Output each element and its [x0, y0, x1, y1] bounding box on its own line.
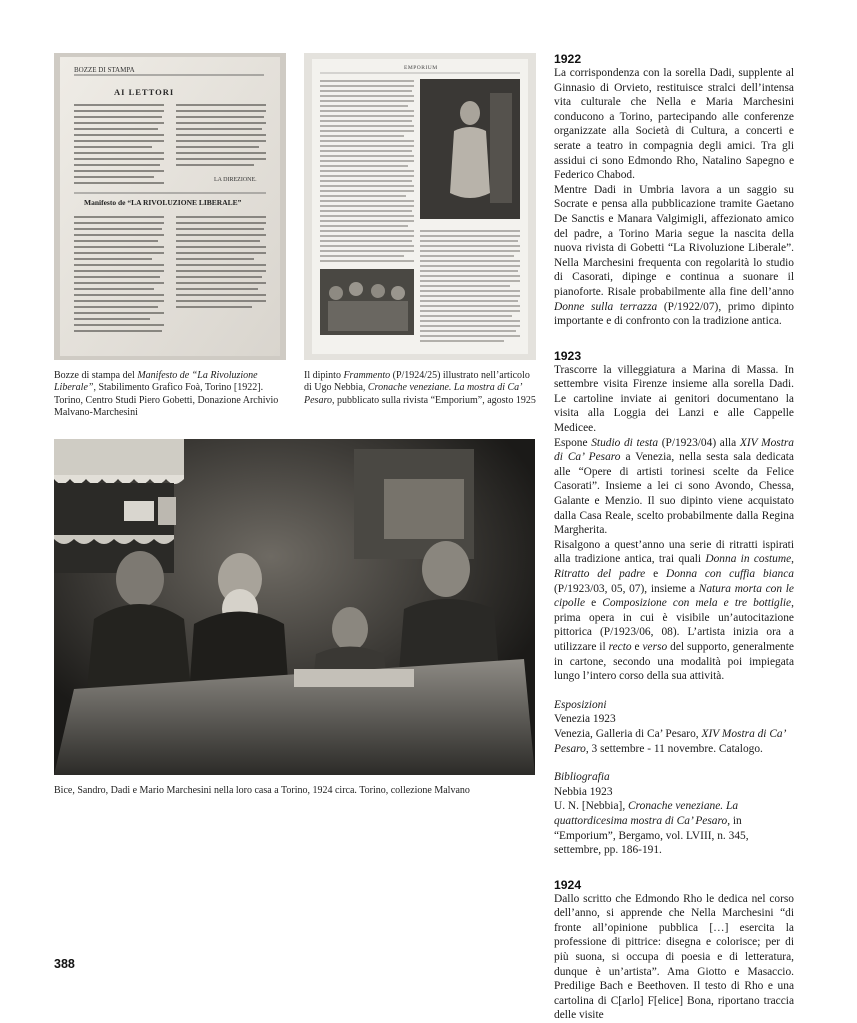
paragraph-1923-2: Espone Studio di testa (P/1923/04) alla XIV Mostra di Ca’ Pesaro a Venezia, nella sesta sala dedicata alle “Opere di artisti torinesi scelte da Felice Casorati”. Insieme a lei ci sono Avondo, Chessa, Galante e Menzio. Il suo dipinto viene acquistato dalla Casa Reale, scelto probabilmente dalla Regina Margherita.: [554, 436, 794, 537]
proof-sheet-image: [54, 53, 286, 360]
family-photo-graphic: [54, 439, 535, 775]
paragraph-1922-2: Mentre Dadi in Umbria lavora a un saggio su Socrate e pensa alla pubblicazione tramite Gaetano De Sanctis e Manara Valgimigli, affezionato amico del padre, a Torino Maria segue la nascita della nuova rivista di Gobetti “La Rivoluzione Liberale”. Nella Marchesini frequenta con regolarità lo studio di Casorati, dipinge e continua a suonare il pianoforte. Risale probabilmente alla fine dell’anno Donne sulla terrazza (P/1922/07), primo dipinto importante e di confronto con la tradizione antica.: [554, 183, 794, 328]
caption-proof-title: Manifesto de “La Rivoluzione Liberale”: [54, 370, 258, 394]
emporium-page-graphic: [304, 53, 536, 360]
caption-emporium-pre: Il dipinto: [304, 370, 344, 381]
exhibition-entry-full: Venezia, Galleria di Ca’ Pesaro, XIV Mostra di Ca’ Pesaro, 3 settembre - 11 novembre. Catalogo.: [554, 727, 786, 755]
exhibition-entry-short: Venezia 1923: [554, 713, 616, 726]
bibliography-label: Bibliografia: [554, 771, 610, 784]
caption-emporium-title2: Cronache veneziane. La mostra di Ca’ Pesaro: [304, 382, 522, 406]
caption-proof-pre: Bozze di stampa del: [54, 370, 138, 381]
caption-emporium-post: , pubblicato sulla rivista “Emporium”, agosto 1925: [331, 394, 536, 406]
chronology-column: [554, 52, 794, 1023]
paragraph-1923-1: Trascorre la villeggiatura a Marina di Massa. In settembre visita Firenze insieme alla sorella Dadi. Le cartoline inviate ai genitori documentano la visita alla Loggia dei Lanzi e alle Cappelle Medicee.: [554, 363, 794, 435]
proof-header-text: BOZZE DI STAMPA: [74, 66, 135, 74]
caption-proof-post: , Stabilimento Grafico Foà, Torino [1922]. Torino, Centro Studi Piero Gobetti, Donazione Archivio Malvano-Marchesini: [54, 382, 279, 419]
year-heading-1924: 1924: [554, 877, 582, 892]
emporium-page-image: [304, 53, 536, 360]
emporium-header-text: EMPORIUM: [404, 65, 438, 71]
year-heading-1922: 1922: [554, 52, 582, 66]
proof-heading-text: AI LETTORI: [114, 87, 175, 97]
caption-emporium-title1: Frammento: [343, 370, 391, 381]
caption-emporium: [304, 370, 536, 407]
exhibitions-label: Esposizioni: [554, 698, 607, 711]
bibliography-entry-full: U. N. [Nebbia], Cronache veneziane. La quattordicesima mostra di Ca’ Pesaro, in “Emporium”, Bergamo, vol. LVIII, n. 345, settembre, pp. 186-191.: [554, 800, 749, 857]
caption-family-photo: Bice, Sandro, Dadi e Mario Marchesini nella loro casa a Torino, 1924 circa. Torino, collezione Malvano: [54, 785, 470, 796]
paragraph-1923-3: Risalgono a quest’anno una serie di ritratti ispirati alla tradizione antica, trai quali Donna in costume, Ritratto del padre e Donna con cuffia bianca (P/1923/03, 05, 07), insieme a Natura morta con le cipolle e Composizione con mela e tre bottiglie, prima opera in cui è visibile un’autocitazione pittorica (P/1923/06, 08). L’artista inizia ora a utilizzare il recto e verso del supporto, generalmente in cartone, secondo una modalità poi impiegata lungo l’intero corso della sua attività.: [554, 538, 795, 683]
proof-sheet-graphic: [54, 53, 286, 360]
bibliography-entry-short: Nebbia 1923: [554, 785, 613, 798]
paragraph-1924-1: Dallo scritto che Edmondo Rho le dedica nel corso dell’anno, si apprende che Nella Marchesini “di fronte all’opinione pubblica […] esercita la professione di pittrice: disegna e colorisce; per di più suona, si occupa di poesia e di letteratura, dunque è un’artista”. Ama Giotto e Masaccio. Predilige Bach e Beethoven. Il testo di Rho e una cartolina di C[arlo] F[elice] Bona, riportano traccia delle visite: [554, 892, 794, 1022]
proof-manifesto-text: Manifesto de “LA RIVOLUZIONE LIBERALE”: [84, 198, 242, 207]
caption-emporium-mid: (P/1924/25) illustrato nell’articolo di Ugo Nebbia,: [304, 370, 530, 394]
paragraph-1922-1: La corrispondenza con la sorella Dadi, supplente al Ginnasio di Orvieto, restituisce stralci dell’intensa vita culturale che Nella e Maria Marchesini conducono a Torino, partecipando alle conferenze organizzate alla Società di Cultura, a concerti e serate a teatro in compagnia degli amici. Tra gli assidui ci sono Edmondo Rho, Natalino Sapegno e Federico Chabod.: [554, 67, 794, 182]
page-number: 388: [54, 957, 75, 971]
year-heading-1923: 1923: [554, 348, 582, 363]
family-photo: [54, 439, 535, 775]
caption-proof-sheet: [54, 370, 286, 420]
proof-signature-text: LA DIREZIONE.: [214, 177, 257, 183]
